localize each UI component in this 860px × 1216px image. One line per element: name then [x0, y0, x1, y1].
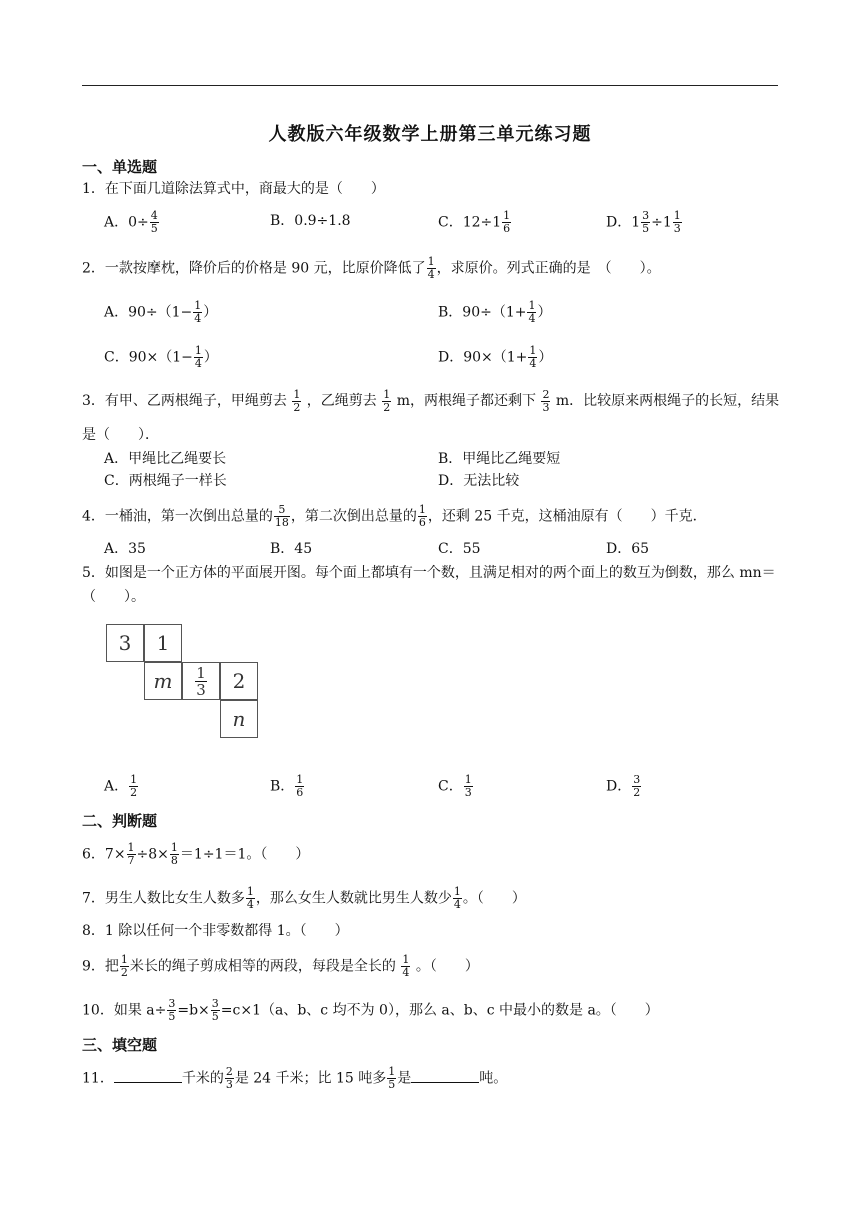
- q1-option-c-text: C．12÷1: [438, 214, 502, 231]
- fraction: $\frac{3}{5}$: [642, 209, 650, 235]
- fraction: $\frac{1}{2}$: [383, 387, 391, 414]
- fraction: $\frac{1}{4}$: [528, 299, 536, 325]
- question-3-stem: 3．有甲、乙两根绳子，甲绳剪去 $\frac{1}{2}$ ，乙绳剪去 $\frac{1}{2}$ m，两根绳子都还剩下 $\frac{2}{3}$ m．比较原来两根绳子的长短，结果是（ ）．: [82, 387, 780, 443]
- net-cell: 3: [106, 624, 144, 662]
- fraction: $\frac{1}{8}$: [170, 841, 178, 867]
- header-rule: [82, 85, 778, 86]
- q1-option-b[interactable]: B．0.9÷1.8: [270, 213, 351, 229]
- net-cell: 1: [144, 624, 182, 662]
- question-11: 11． 千米的 $\frac{2}{3}$ 是 24 千米；比 15 吨多 $\frac{1}{5}$ 是 吨。: [82, 1065, 508, 1091]
- page-title: 人教版六年级数学上册第三单元练习题: [268, 124, 592, 145]
- q4-option-a[interactable]: A．35: [104, 541, 146, 557]
- question-5-stem: 5．如图是一个正方体的平面展开图。每个面上都填有一个数，且满足相对的两个面上的数互为倒数，那么 mn＝（ ）。: [82, 565, 776, 605]
- q1-option-c[interactable]: [438, 210, 512, 235]
- q1-option-d-text2: ÷1: [651, 214, 672, 231]
- net-cell: m: [144, 662, 182, 700]
- fraction: $\frac{1}{4}$: [194, 344, 202, 370]
- q5-option-c[interactable]: C． $\frac{1}{3}$: [438, 773, 472, 799]
- q1-option-a-text: A．0÷: [104, 214, 149, 231]
- question-7: 7．男生人数比女生人数多 $\frac{1}{4}$ ，那么女生人数就比男生人数少 $\frac{1}{4}$ 。（ ）: [82, 885, 526, 911]
- fraction: $\frac{3}{5}$: [168, 997, 176, 1023]
- fraction: $\frac{1}{7}$: [127, 841, 135, 867]
- fraction: $\frac{2}{3}$: [542, 387, 550, 414]
- fraction: $\frac{1}{4}$: [453, 885, 461, 911]
- q3-option-d[interactable]: D．无法比较: [438, 473, 520, 489]
- section-heading-fill-blank: 三、填空题: [82, 1036, 158, 1054]
- q1-option-d-text: D．1: [606, 214, 641, 231]
- fraction: $\frac{1}{4}$: [194, 299, 202, 325]
- q5-option-a[interactable]: A． $\frac{1}{2}$: [104, 773, 138, 799]
- q5-option-b[interactable]: B． $\frac{1}{6}$: [270, 773, 304, 799]
- fraction: $\frac{1}{3}$: [673, 209, 681, 235]
- question-6: 6．7× $\frac{1}{7}$ ÷8× $\frac{1}{8}$ ＝1÷1＝1。（ ）: [82, 841, 310, 867]
- answer-blank[interactable]: [411, 1068, 479, 1083]
- answer-blank[interactable]: [114, 1068, 182, 1083]
- q4-option-b[interactable]: B．45: [270, 541, 313, 557]
- q2-option-c[interactable]: C．90×（1− $\frac{1}{4}$ ）: [104, 344, 218, 370]
- q3-option-a[interactable]: A．甲绳比乙绳要长: [104, 451, 227, 467]
- fraction: $\frac{3}{2}$: [633, 773, 641, 799]
- q3-option-b[interactable]: B．甲绳比乙绳要短: [438, 451, 561, 467]
- q2-text: 2．一款按摩枕，降价后的价格是 90 元，比原价降低了: [82, 260, 426, 277]
- q2-option-a[interactable]: A．90÷（1− $\frac{1}{4}$ ）: [104, 299, 218, 325]
- fraction: $\frac{3}{5}$: [211, 997, 219, 1023]
- question-10: 10．如果 a÷ $\frac{3}{5}$ =b× $\frac{3}{5}$ =c×1（a、b、c 均不为 0），那么 a、b、c 中最小的数是 a。（ ）: [82, 997, 659, 1023]
- q1-option-d[interactable]: [606, 210, 683, 235]
- q2-option-b[interactable]: B．90÷（1+ $\frac{1}{4}$ ）: [438, 299, 552, 325]
- fraction: $\frac{1}{4}$: [246, 885, 254, 911]
- fraction: $\frac{1}{6}$: [503, 209, 511, 235]
- fraction: $\frac{1}{5}$: [388, 1065, 396, 1091]
- q4-option-c[interactable]: C．55: [438, 541, 481, 557]
- question-1-stem: 1．在下面几道除法算式中，商最大的是（ ）: [82, 181, 385, 197]
- net-cell: 2: [220, 662, 258, 700]
- fraction: $\frac{1}{4}$: [529, 344, 537, 370]
- q5-option-d[interactable]: D． $\frac{3}{2}$: [606, 773, 641, 799]
- q1-option-a[interactable]: [104, 210, 160, 235]
- fraction: $\frac{1}{4}$: [402, 953, 410, 979]
- fraction: $\frac{4}{5}$: [150, 209, 158, 235]
- question-4-stem: 4．一桶油，第一次倒出总量的 $\frac{5}{18}$ ，第二次倒出总量的 $\frac{1}{6}$ ，还剩 25 千克，这桶油原有（ ）千克．: [82, 503, 707, 529]
- net-cell: [182, 662, 220, 700]
- fraction: $\frac{1}{6}$: [296, 773, 304, 799]
- question-8: 8．1 除以任何一个非零数都得 1。（ ）: [82, 923, 349, 939]
- q4-option-d[interactable]: D．65: [606, 541, 650, 557]
- q2-option-d[interactable]: D．90×（1+ $\frac{1}{4}$ ）: [438, 344, 553, 370]
- fraction: $\frac{1}{2}$: [293, 387, 301, 414]
- fraction: 1 3: [196, 663, 206, 699]
- section-heading-single-choice: 一、单选题: [82, 158, 158, 176]
- question-9: 9．把 $\frac{1}{2}$ 米长的绳子剪成相等的两段，每段是全长的 $\frac{1}{4}$ 。（ ）: [82, 953, 479, 979]
- fraction: $\frac{1}{3}$: [464, 773, 472, 799]
- section-heading-true-false: 二、判断题: [82, 812, 158, 830]
- q2-text-end: ，求原价。列式正确的是 （ ）。: [436, 260, 661, 277]
- fraction: $\frac{1}{4}$: [427, 255, 435, 281]
- fraction: $\frac{1}{2}$: [130, 773, 138, 799]
- fraction: $\frac{1}{6}$: [418, 503, 426, 529]
- fraction: $\frac{5}{18}$: [274, 503, 289, 529]
- fraction: $\frac{2}{3}$: [225, 1065, 233, 1091]
- q3-option-c[interactable]: C．两根绳子一样长: [104, 473, 227, 489]
- question-2-stem: [82, 256, 782, 281]
- net-cell: n: [220, 700, 258, 738]
- fraction: $\frac{1}{2}$: [120, 953, 128, 979]
